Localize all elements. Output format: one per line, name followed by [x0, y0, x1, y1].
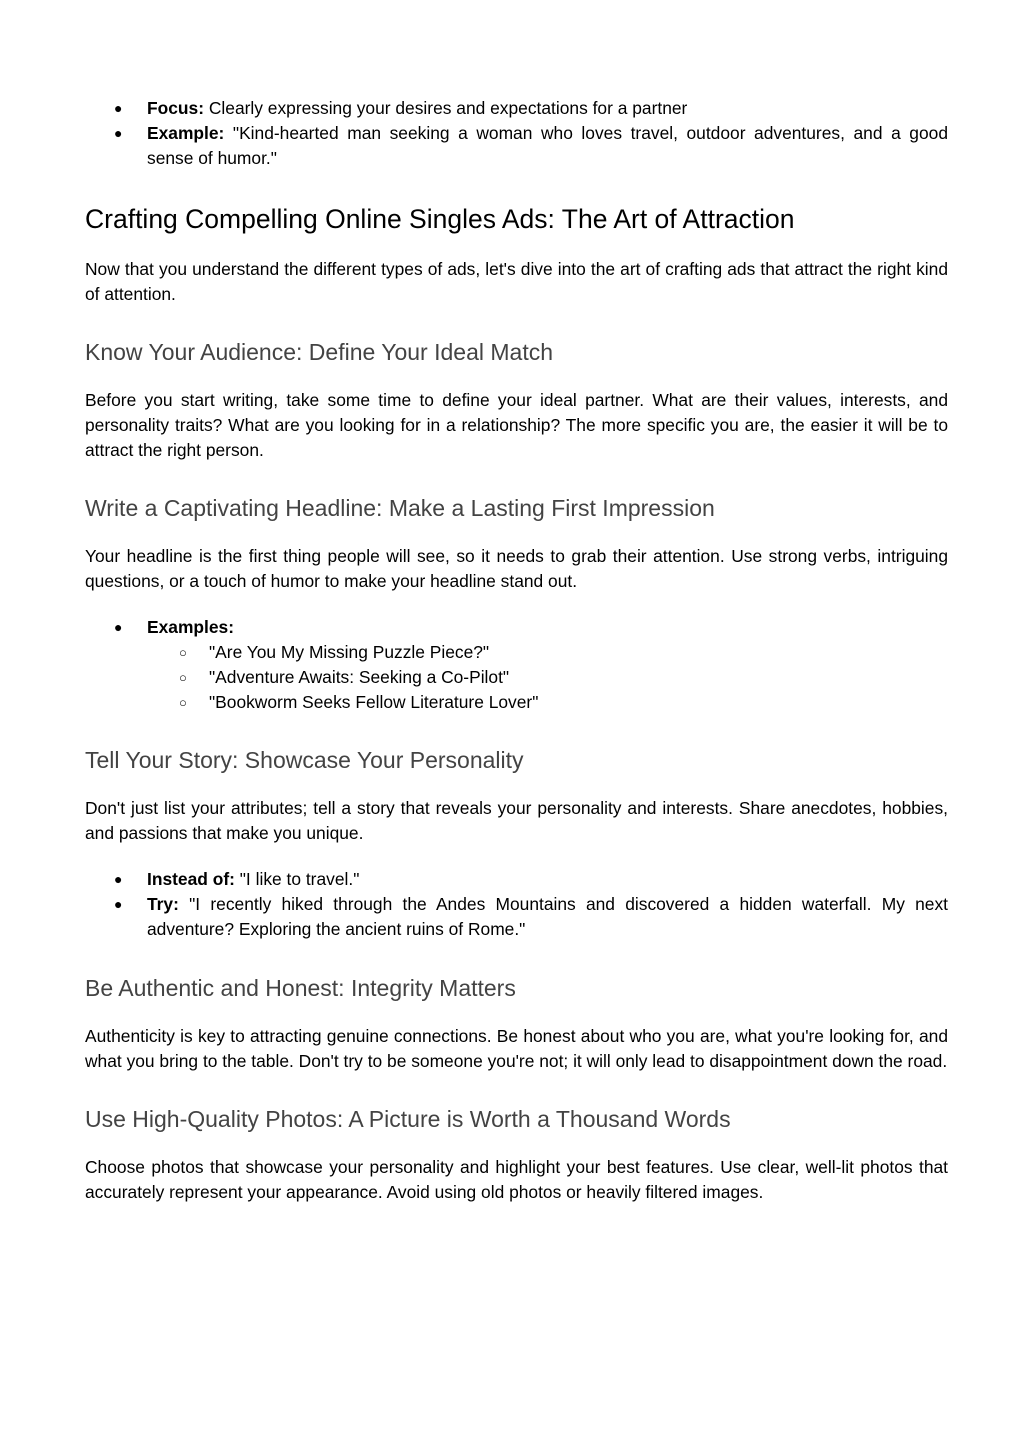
- page-title: Crafting Compelling Online Singles Ads: The Art of Attraction: [85, 204, 795, 234]
- list-item-text: Clearly expressing your desires and expectations for a partner: [204, 98, 688, 118]
- list-item-label: Example:: [147, 123, 225, 143]
- section-paragraph-authentic: Authenticity is key to attracting genuine connections. Be honest about who you are, what you're looking for, and what you bring to the table. Don't try to be someone you're not; it will only lead to disappointment down the road.: [85, 1026, 948, 1071]
- list-item: [85, 640, 948, 665]
- bullet-icon: ●: [114, 619, 123, 635]
- hollow-bullet-icon: ○: [179, 695, 187, 710]
- examples-label: Examples:: [147, 617, 234, 637]
- examples-list: [85, 615, 948, 640]
- list-item-label: Try:: [147, 894, 179, 914]
- example-text: "Are You My Missing Puzzle Piece?": [209, 642, 490, 662]
- section-heading-audience: Know Your Audience: Define Your Ideal Match: [85, 339, 554, 365]
- section-paragraph-audience: Before you start writing, take some time to define your ideal partner. What are their values, interests, and personality traits? What are you looking for in a relationship? The more specific you are, the easier it will be to attract the right person.: [85, 390, 948, 460]
- list-item: [85, 615, 948, 640]
- intro-paragraph: Now that you understand the different types of ads, let's dive into the art of crafting ads that attract the right kind of attention.: [85, 259, 948, 304]
- hollow-bullet-icon: ○: [179, 670, 187, 685]
- example-text: "Adventure Awaits: Seeking a Co-Pilot": [209, 667, 510, 687]
- list-item-text: "Kind-hearted man seeking a woman who loves travel, outdoor adventures, and a good sense of humor.": [147, 123, 948, 168]
- list-item: [85, 690, 948, 715]
- document-page: [85, 96, 948, 1205]
- list-item: [85, 665, 948, 690]
- examples-sublist: [85, 640, 948, 715]
- section-paragraph-photos: Choose photos that showcase your personality and highlight your best features. Use clear, well-lit photos that accurately represent your appearance. Avoid using old photos or heavily filtered images.: [85, 1157, 948, 1202]
- intro-list: [85, 96, 948, 171]
- list-item-text: "I like to travel.": [234, 869, 360, 889]
- bullet-icon: ●: [114, 871, 123, 887]
- section-heading-photos: Use High-Quality Photos: A Picture is Worth a Thousand Words: [85, 1106, 731, 1132]
- bullet-icon: ●: [114, 125, 123, 141]
- list-item-text: "I recently hiked through the Andes Mountains and discovered a hidden waterfall. My next adventure? Exploring the ancient ruins of Rome.": [147, 894, 948, 939]
- section-heading-story: Tell Your Story: Showcase Your Personality: [85, 747, 524, 773]
- example-text: "Bookworm Seeks Fellow Literature Lover": [209, 692, 539, 712]
- bullet-icon: ●: [114, 896, 123, 912]
- list-item: [85, 867, 948, 892]
- bullet-icon: ●: [114, 100, 123, 116]
- story-list: [85, 867, 948, 942]
- hollow-bullet-icon: ○: [179, 645, 187, 660]
- list-item-label: Instead of:: [147, 869, 235, 889]
- list-item: [85, 892, 948, 942]
- list-item: [85, 121, 948, 171]
- section-paragraph-story: Don't just list your attributes; tell a story that reveals your personality and interests. Share anecdotes, hobbies, and passions that make you unique.: [85, 798, 948, 843]
- section-heading-authentic: Be Authentic and Honest: Integrity Matters: [85, 975, 516, 1001]
- list-item-label: Focus:: [147, 98, 205, 118]
- section-paragraph-headline: Your headline is the first thing people will see, so it needs to grab their attention. Use strong verbs, intriguing questions, or a touch of humor to make your headline stand out.: [85, 546, 948, 591]
- list-item: [85, 96, 948, 121]
- section-heading-headline: Write a Captivating Headline: Make a Lasting First Impression: [85, 495, 715, 521]
